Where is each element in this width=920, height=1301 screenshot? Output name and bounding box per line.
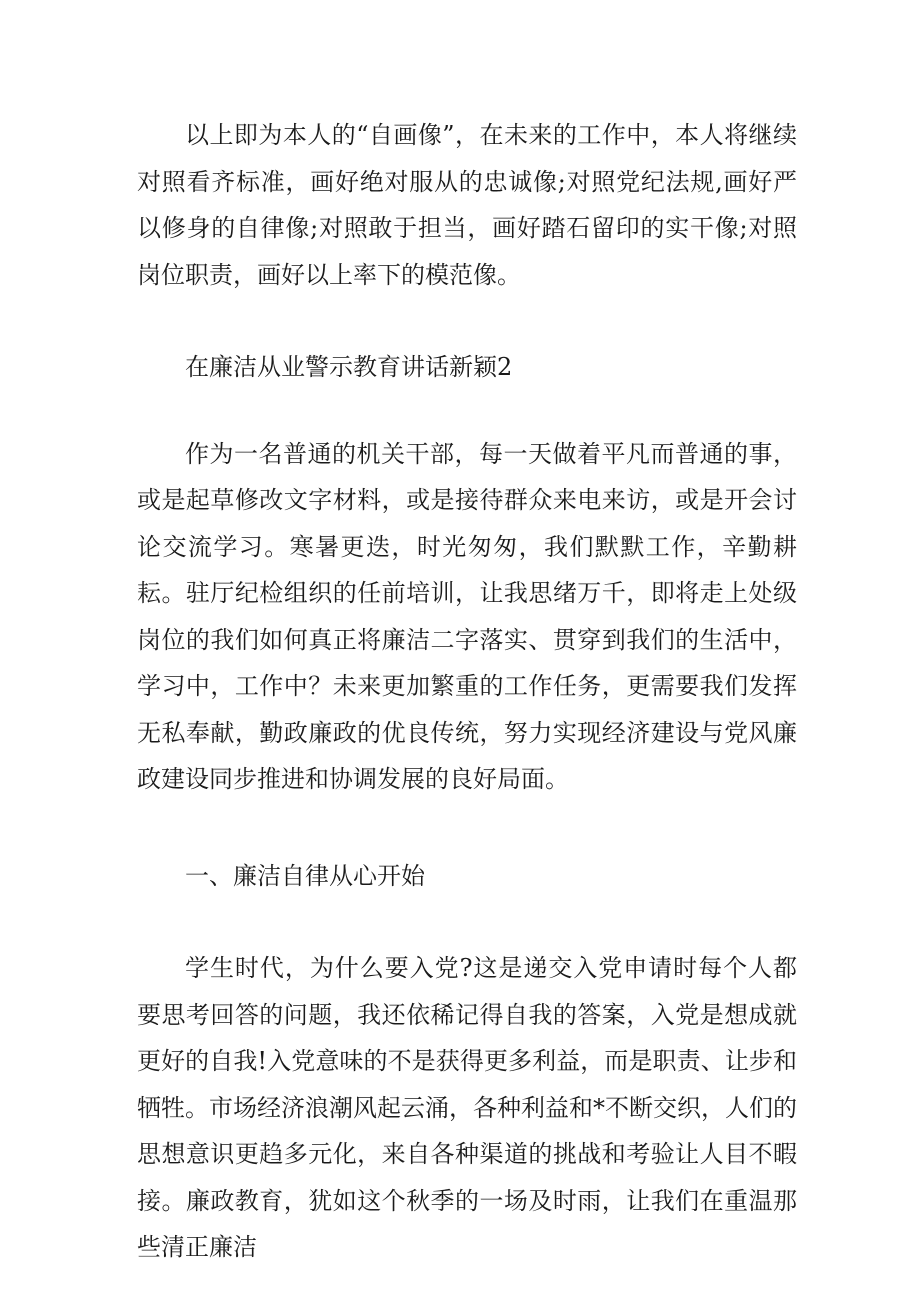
- paragraph-self-portrait: 以上即为本人的“自画像”，在未来的工作中，本人将继续对照看齐标准，画好绝对服从的忠诚像;对照党纪法规,画好严以修身的自律像;对照敢于担当，画好踏石留印的实干像;对照岗位职责，画好以上率下的模范像。: [137, 121, 797, 289]
- paragraph-student-days: 学生时代，为什么要入党?这是递交入党申请时每个人都要思考回答的问题，我还依稀记得自我的答案，入党是想成就更好的自我!入党意味的不是获得更多利益，而是职责、让步和牺牲。市场经济浪潮风起云涌，各种利益和*不断交织，人们的思想意识更趋多元化，来自各种渠道的挑战和考验让人目不暇接。廉政教育，犹如这个秋季的一场及时雨，让我们在重温那些清正廉洁: [137, 954, 797, 1261]
- document-body: [137, 112, 797, 1271]
- section-title: 在廉洁从业警示教育讲话新颖2: [185, 353, 513, 381]
- subsection-heading: 一、廉洁自律从心开始: [185, 861, 425, 890]
- paragraph-intro: 作为一名普通的机关干部，每一天做着平凡而普通的事，或是起草修改文字材料，或是接待群众来电来访，或是开会讨论交流学习。寒暑更迭，时光匆匆，我们默默工作，辛勤耕耘。驻厅纪检组织的任前培训，让我思绪万千，即将走上处级岗位的我们如何真正将廉洁二字落实、贯穿到我们的生活中，学习中，工作中？未来更加繁重的工作任务，更需要我们发挥无私奉献，勤政廉政的优良传统，努力实现经济建设与党风廉政建设同步推进和协调发展的良好局面。: [137, 439, 797, 793]
